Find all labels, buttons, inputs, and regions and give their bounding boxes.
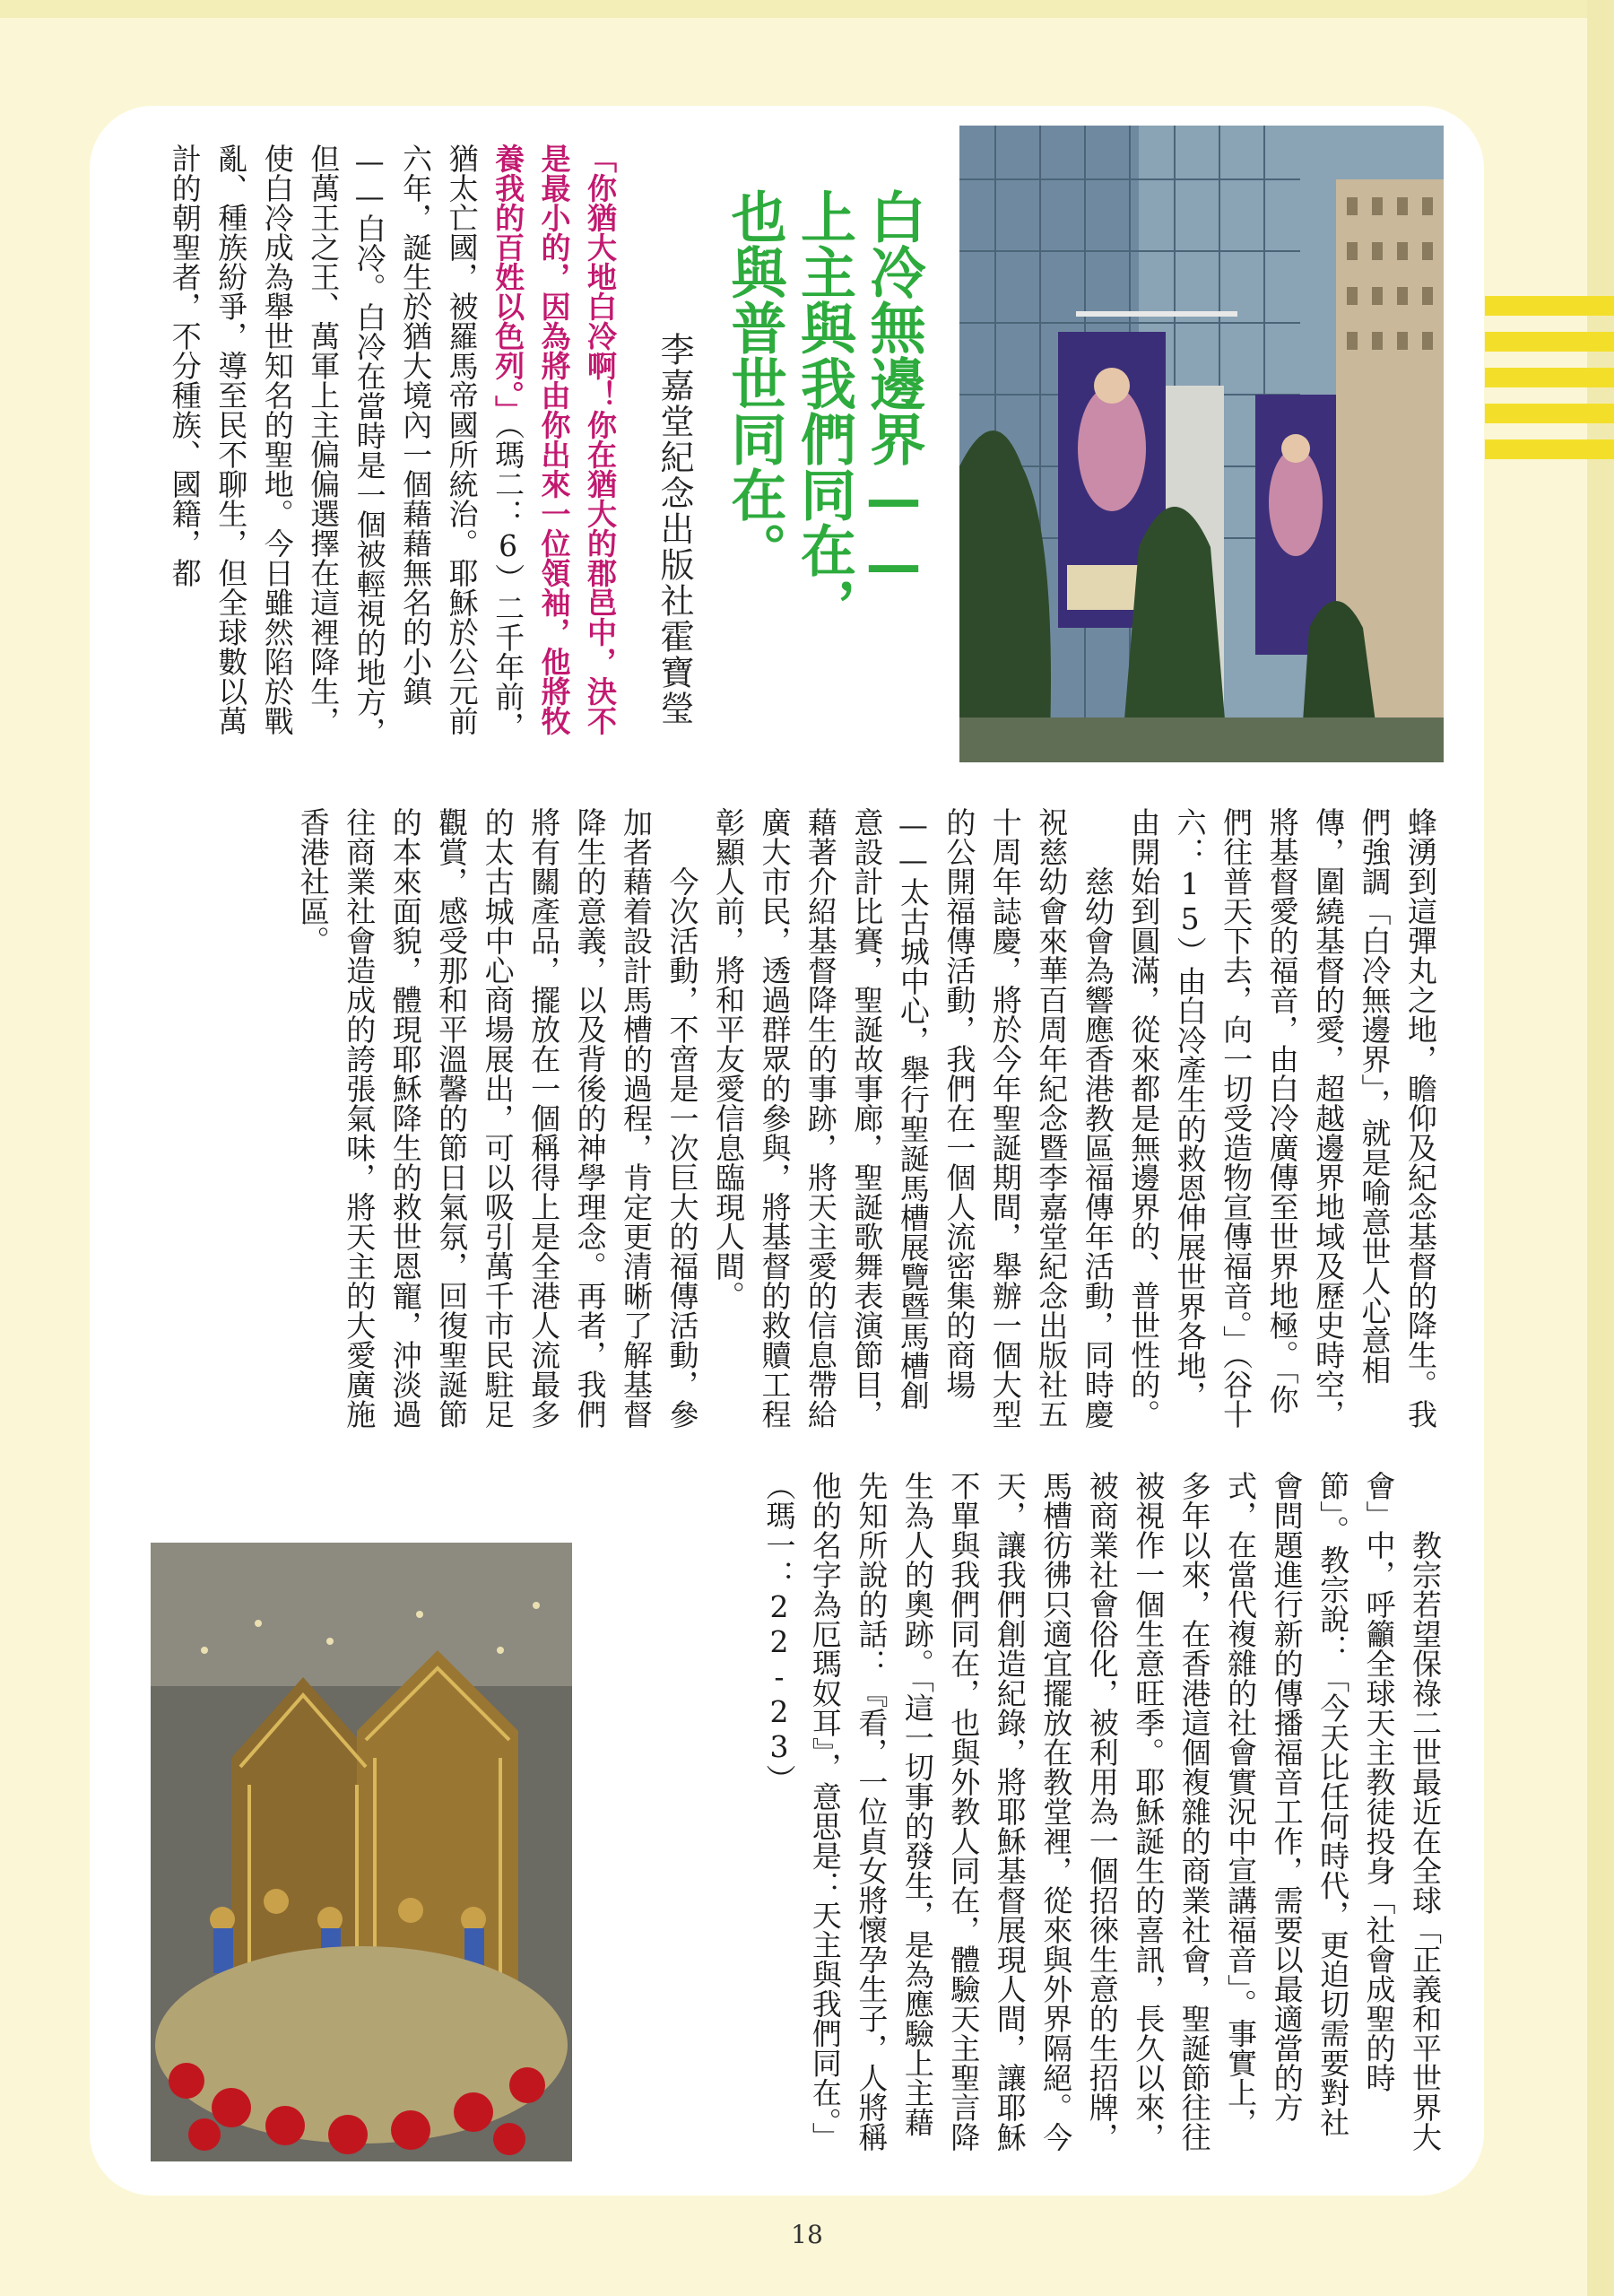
page-number: 18 (791, 2220, 823, 2249)
opening-quote: 「你猶大地白冷啊！你在猶大的郡邑中，決不是最小的，因為將由你出來一位領袖，他將牧養我的百姓以色列。」 (490, 144, 618, 735)
paragraph-activity: 今次活動，不啻是一次巨大的福傳活動，參加者藉着設計馬槽的過程，肯定更清晰了解基督降生的意義，以及背後的神學理念。再者，我們將有關產品，擺放在一個稱得上是全港人流最多的太古城中心商場展出，可以吸引萬千市民駐足觀賞，感受那和平溫馨的節日氣氛，回復聖誕節的本來面貌，體現耶穌降生的救世恩寵，沖淡過往商業社會造成的誇張氣味，將天主的大愛廣施香港社區。 (295, 807, 700, 1429)
photo-tower-banners (959, 126, 1444, 762)
decor-stripe (1485, 368, 1614, 387)
paragraph-salesians: 慈幼會為響應香港教區福傳年活動，同時慶祝慈幼會來華百周年紀念暨李嘉堂紀念出版社五十周年誌慶，將於今年聖誕期間，舉辦一個大型的公開福傳活動，我們在一個人流密集的商場——太古城中心，舉行聖誕馬槽展覽暨馬槽創意設計比賽，聖誕故事廊，聖誕歌舞表演節目，藉著介紹基督降生的事跡，將天主愛的信息帶給廣大市民，透過群眾的參與，將基督的救贖工程彰顯人前，將和平友愛信息臨現人間。 (710, 807, 1115, 1429)
paragraph-pope: 教宗若望保祿二世最近在全球「正義和平世界大會」中，呼籲全球天主教徒投身「社會成聖的時節」。教宗說：「今天比任何時代，更迫切需要對社會問題進行新的傳播福音工作，需要以最適當的方式，在當代複雜的社會實況中宣講福音」。事實上，多年以來，在香港這個複雜的商業社會，聖誕節往往被視作一個生意旺季。耶穌誕生的喜訊，長久以來，被商業社會俗化，被利用為一個招徠生意的生招牌，馬槽彷彿只適宜擺放在教堂裡，從來與外界隔絕。今天，讓我們創造紀錄，將耶穌基督展現人間，讓耶穌不單與我們同在，也與外教人同在，體驗天主聖言降生為人的奧跡。「這一切事的發生，是為應驗上主藉先知所說的話：『看，一位貞女將懷孕生子，人將稱他的名字為厄瑪奴耳』，意思是：天主與我們同在。」（瑪一：22-23） (761, 1471, 1443, 2152)
decor-stripe (1485, 332, 1614, 352)
article-byline: 李嘉堂紀念出版社霍寶瑩 (655, 332, 694, 726)
article-title (722, 188, 928, 691)
opening-text: （瑪二：6）二千年前，猶太亡國，被羅馬帝國所統治。耶穌於公元前六年，誕生於猶大境內一個藉藉無名的小鎮——白冷。白冷在當時是一個被輕視的地方，但萬王之王、萬軍上主偏偏選擇在這裡降生，使白冷成為舉世知名的聖地。今日雖然陷於戰亂、種族紛爭，導至民不聊生，但全球數以萬計的朝聖者，不分種族、國籍，都 (167, 144, 526, 746)
column-pope (596, 1471, 1448, 2152)
title-line-1: 白冷無邊界—— (861, 188, 926, 597)
title-line-3: 也與普世同在。 (722, 188, 787, 578)
paragraph-bethlehem: 蜂湧到這彈丸之地，瞻仰及紀念基督的降生。我們強調「白冷無邊界」，就是喻意世人心意相傳，圍繞基督的愛，超越邊界地域及歷史時空，將基督愛的福音，由白冷廣傳至世界地極。「你們往普天下去，向一切受造物宣傳福音。」（谷十六：15）由白冷產生的救恩伸展世界各地，由開始到圓滿，從來都是無邊界的、普世性的。 (1126, 807, 1438, 1429)
title-line-2: 上主與我們同在， (791, 188, 857, 633)
decor-stripe (1485, 404, 1614, 423)
column-opening (121, 144, 623, 753)
decor-stripe (1485, 296, 1614, 316)
column-middle (126, 807, 1444, 1435)
page-top-band (0, 0, 1614, 18)
photo-nativity-display (151, 1543, 572, 2161)
decor-stripe (1485, 439, 1614, 459)
